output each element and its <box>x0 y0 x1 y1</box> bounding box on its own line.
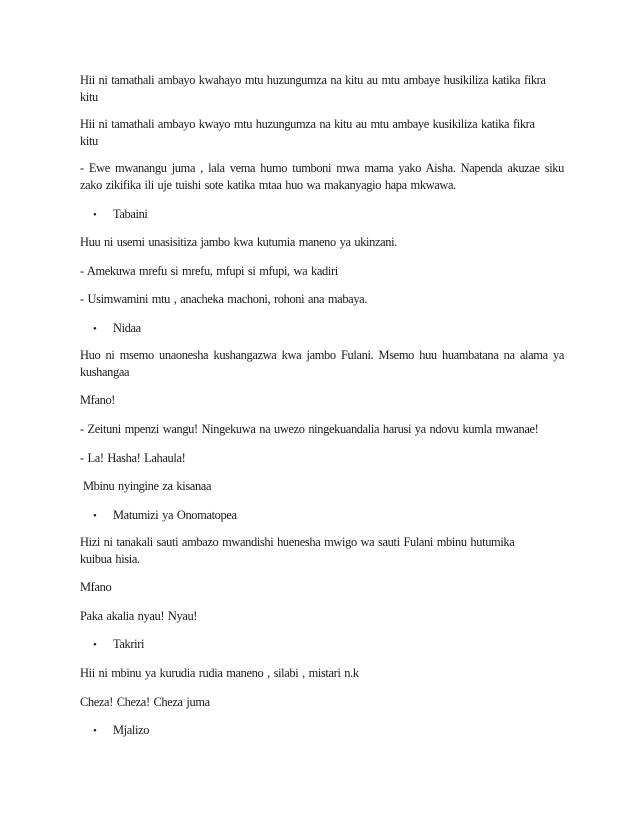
paragraph-4: Huu ni usemi unasisitiza jambo kwa kutumia maneno ya ukinzani. <box>80 235 397 249</box>
bullet-label: Nidaa <box>113 321 141 335</box>
paragraph-16: Cheza! Cheza! Cheza juma <box>80 695 210 709</box>
bullet-label: Tabaini <box>113 207 148 221</box>
paragraph-10: - La! Hasha! Lahaula! <box>80 451 186 465</box>
bullet-icon: • <box>93 510 97 522</box>
bullet-item-nidaa <box>93 319 141 338</box>
bullet-icon: • <box>93 323 97 335</box>
paragraph-7: Huo ni msemo unaonesha kushangazwa kwa jambo Fulani. Msemo huu huambatana na alama ya kushangaa <box>80 348 564 379</box>
bullet-icon: • <box>93 725 97 737</box>
bullet-label: Takriri <box>113 637 145 651</box>
paragraph-9: - Zeituni mpenzi wangu! Ningekuwa na uwezo ningekuandalia harusi ya ndovu kumla mwanae! <box>80 422 539 436</box>
paragraph-13: Mfano <box>80 580 112 594</box>
paragraph-5: - Amekuwa mrefu si mrefu, mfupi si mfupi, wa kadiri <box>80 264 338 278</box>
bullet-item-onomatopea <box>93 506 237 525</box>
bullet-icon: • <box>93 209 97 221</box>
bullet-label: Mjalizo <box>113 723 150 737</box>
paragraph-8: Mfano! <box>80 393 116 407</box>
paragraph-11: Mbinu nyingine za kisanaa <box>83 479 212 493</box>
paragraph-12: Hizi ni tanakali sauti ambazo mwandishi huenesha mwigo wa sauti Fulani mbinu hutumika kuibua hisia. <box>80 535 515 566</box>
bullet-item-mjalizo <box>93 721 149 740</box>
bullet-icon: • <box>93 639 97 651</box>
paragraph-2: Hii ni tamathali ambayo kwayo mtu huzungumza na kitu au mtu ambaye kusikiliza katika fikra kitu <box>80 117 535 148</box>
bullet-label: Matumizi ya Onomatopea <box>113 508 237 522</box>
paragraph-15: Hii ni mbinu ya kurudia rudia maneno , silabi , mistari n.k <box>80 666 359 680</box>
paragraph-14: Paka akalia nyau! Nyau! <box>80 609 198 623</box>
bullet-item-takriri <box>93 635 144 654</box>
paragraph-1: Hii ni tamathali ambayo kwahayo mtu huzungumza na kitu au mtu ambaye husikiliza katika fikra kitu <box>80 73 546 104</box>
paragraph-3: - Ewe mwanangu juma , lala vema humo tumboni mwa mama yako Aisha. Napenda akuzae siku zako zikifika ili uje tuishi sote katika mtaa huo wa makanyagio hapa mkwawa. <box>80 161 564 192</box>
bullet-item-tabaini <box>93 205 148 224</box>
paragraph-6: - Usimwamini mtu , anacheka machoni, rohoni ana mabaya. <box>80 292 368 306</box>
